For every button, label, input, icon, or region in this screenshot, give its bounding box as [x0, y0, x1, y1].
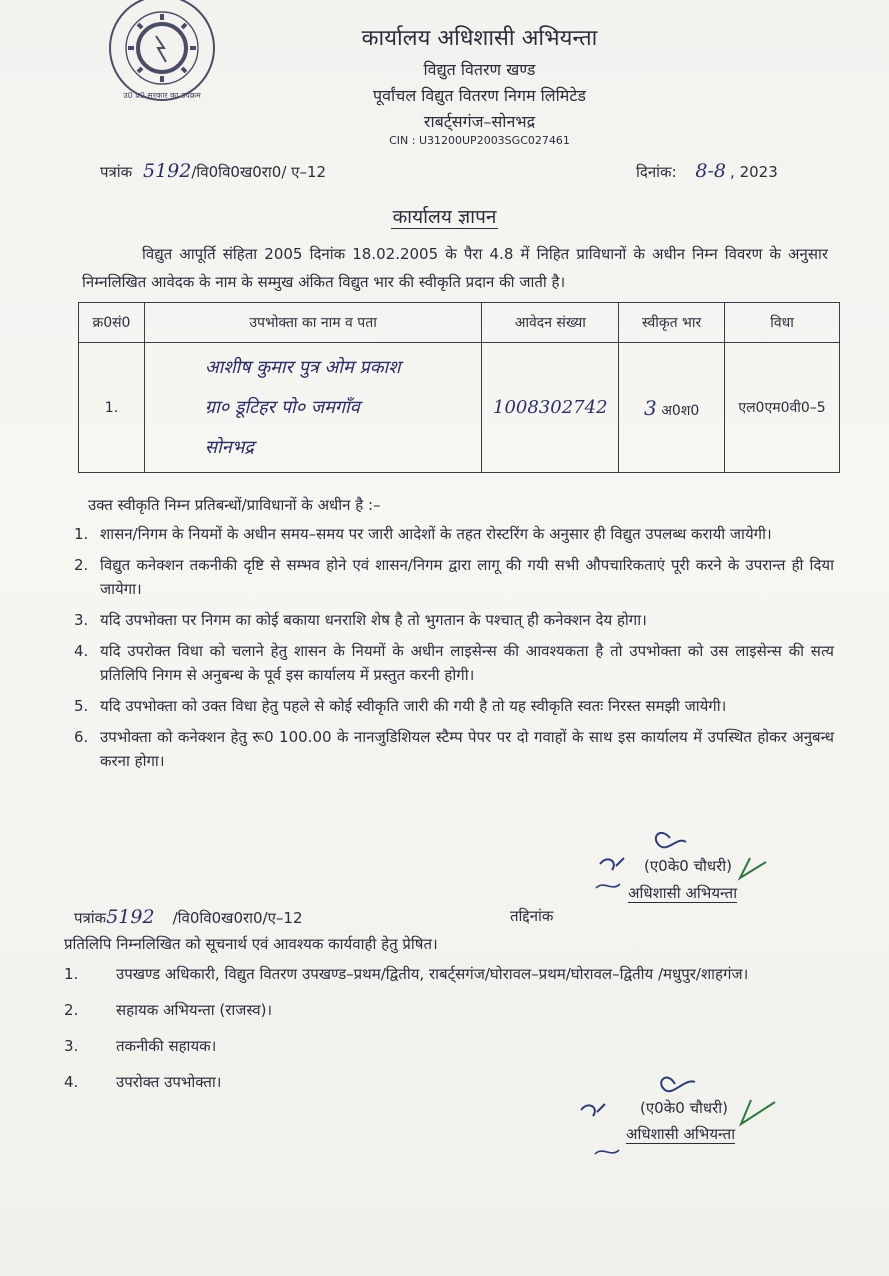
col-header-load: स्वीकृत भार [619, 303, 725, 343]
date-label: दिनांक: [636, 163, 677, 181]
intro-paragraph: विद्युत आपूर्ति संहिता 2005 दिनांक 18.02.2005 के पैरा 4.8 में निहित प्राविधानों के अधीन निम्न विवरण के अनुसार निम्नलिखित आवेदक के नाम के सम्मुख अंकित विद्युत भार की स्वीकृति प्रदान की जाती है। [82, 245, 828, 291]
memo-title: कार्यालय ज्ञापन [392, 206, 497, 228]
table-header-row [79, 303, 840, 343]
list-item: 5. यदि उपभोक्ता को उक्त विधा हेतु पहले से कोई स्वीकृति जारी की गयी है तो यह स्वीकृति स्वतः निरस्त समझी जायेगी। [74, 697, 727, 715]
col-header-serial: क्र0सं0 [79, 303, 145, 343]
cell-consumer [144, 343, 481, 473]
load-unit: अ0श0 [661, 402, 700, 419]
division-name: विद्युत वितरण खण्ड [423, 60, 536, 79]
reference-line-2 [74, 906, 302, 928]
signatory-designation: अधिशासी अभियन्ता [628, 884, 738, 902]
list-item: 6. उपभोक्ता को कनेक्शन हेतु रू0 100.00 के नानजुडिशियल स्टैम्प पेपर पर दो गवाहों के साथ इस कार्यालय में उपस्थित होकर अनुबन्ध करना होगा। [74, 728, 834, 770]
office-location: राबर्ट्सगंज–सोनभद्र [423, 112, 536, 131]
cell-application-number-handwritten: 1008302742 [482, 343, 619, 473]
date-line [636, 160, 778, 182]
signatory-name: (ए0के0 चौधरी) [644, 857, 733, 875]
date-handwritten: 8-8 [695, 160, 727, 182]
list-item: 1. शासन/निगम के नियमों के अधीन समय–समय पर जारी आदेशों के तहत रोस्टरिंग के अनुसार ही विद्युत उपलब्ध करायी जायेगी। [74, 525, 772, 543]
ref-label: पत्रांक [100, 163, 133, 181]
signatory-name-2: (ए0के0 चौधरी) [640, 1099, 729, 1117]
list-item: 2. विद्युत कनेक्शन तकनीकी दृष्टि से सम्भव होने एवं शासन/निगम द्वारा लागू की गयी सभी औपचारिकताएं पूरी करने के उपरान्त ही दिया जायेगा। [74, 556, 834, 598]
cell-load [619, 343, 725, 473]
load-value-handwritten: 3 [644, 395, 657, 420]
consumer-district-handwritten: सोनभद्र [204, 436, 254, 458]
cell-serial: 1. [79, 343, 145, 473]
ref-number-handwritten: 5192 [143, 160, 192, 182]
conditions-intro: उक्त स्वीकृति निम्न प्रतिबन्धों/प्राविधानों के अधीन है :– [88, 496, 381, 514]
conditions-list [74, 522, 834, 780]
col-header-application: आवेदन संख्या [482, 303, 619, 343]
col-header-category: विधा [725, 303, 840, 343]
cell-category: एल0एम0वी0–5 [725, 343, 840, 473]
list-item: 4. यदि उपरोक्त विधा को चलाने हेतु शासन के नियमों के अधीन लाइसेन्स की आवश्यकता है तो उपभोक्ता को उस लाइसेन्स की सत्य प्रतिलिपि निगम से अनुबन्ध के पूर्व इस कार्यालय में प्रस्तुत करनी होगी। [74, 642, 834, 684]
col-header-consumer: उपभोक्ता का नाम व पता [144, 303, 481, 343]
consumer-name-handwritten: आशीष कुमार पुत्र ओम प्रकाश [204, 356, 401, 378]
ref-suffix: /वि0वि0ख0रा0/ ए–12 [191, 163, 327, 181]
sanction-table [78, 302, 840, 473]
reference-line [100, 160, 326, 182]
list-item: 3. तकनीकी सहायक। [64, 1037, 217, 1055]
list-item: 4. उपरोक्त उपभोक्ता। [64, 1073, 222, 1091]
ref2-date-label: तद्दिनांक [510, 907, 554, 925]
list-item: 2. सहायक अभियन्ता (राजस्व)। [64, 1001, 273, 1019]
office-title: कार्यालय अधिशासी अभियन्ता [361, 26, 598, 51]
date-year: , 2023 [730, 163, 778, 181]
cin-number: CIN : U31200UP2003SGC027461 [389, 134, 570, 147]
ref2-label: पत्रांक [74, 909, 107, 927]
company-name: पूर्वांचल विद्युत वितरण निगम लिमिटेड [373, 86, 586, 105]
signatory-designation-2: अधिशासी अभियन्ता [626, 1125, 736, 1143]
list-item: 1. उपखण्ड अधिकारी, विद्युत वितरण उपखण्ड–प्रथम/द्वितीय, राबर्ट्सगंज/घोरावल–प्रथम/घोरावल–द्वितीय /मधुपुर/शाहगंज। [64, 965, 749, 983]
consumer-address-handwritten: ग्रा० डूटिहर पो० जमगाँव [204, 396, 360, 418]
list-item: 3. यदि उपभोक्ता पर निगम का कोई बकाया धनराशि शेष है तो भुगतान के पश्चात् ही कनेक्शन देय होगा। [74, 611, 647, 629]
ref2-number-handwritten: 5192 [106, 906, 155, 928]
ref2-suffix: /वि0वि0ख0रा0/ए–12 [172, 909, 303, 927]
copy-intro: प्रतिलिपि निम्नलिखित को सूचनार्थ एवं आवश्यक कार्यवाही हेतु प्रेषित। [64, 935, 438, 953]
table-row [79, 343, 840, 473]
svg-text:उ0 प्र0 सरकार का उपक्रम: उ0 प्र0 सरकार का उपक्रम [123, 91, 201, 100]
